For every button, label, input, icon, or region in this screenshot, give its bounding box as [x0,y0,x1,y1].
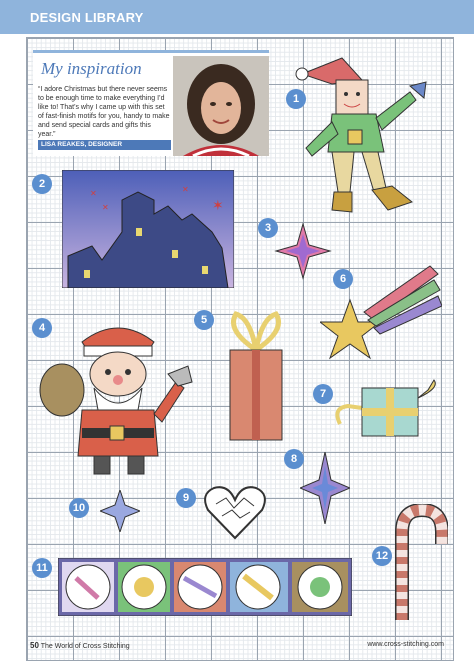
purple-star-motif [300,452,350,524]
svg-text:✕: ✕ [182,185,189,194]
bauble-border-motif [58,558,352,616]
motif-number-5: 5 [194,310,214,330]
svg-text:✶: ✶ [212,198,224,214]
motif-number-4: 4 [32,318,52,338]
santa-motif [38,318,198,478]
section-title: DESIGN LIBRARY [30,10,144,25]
motif-number-11: 11 [32,558,52,578]
castle-motif [62,170,234,288]
motif-number-3: 3 [258,218,278,238]
small-star-motif [100,490,140,532]
motif-number-7: 7 [313,384,333,404]
motif-number-6: 6 [333,269,353,289]
page-number: 50 [30,641,39,650]
designer-photo [173,56,269,156]
present-motif [334,378,444,438]
gift-motif [220,310,292,442]
website-url[interactable]: www.cross-stitching.com [367,641,444,648]
motif-number-9: 9 [176,488,196,508]
heart-motif [204,484,266,540]
inspiration-box [33,50,269,156]
designer-credit: LISA REAKES, DESIGNER [38,140,171,150]
motif-number-12: 12 [372,546,392,566]
candy-cane-motif [384,504,448,622]
elf-motif [292,52,432,227]
svg-text:✕: ✕ [102,203,109,212]
magazine-name: The World of Cross Stitching [40,643,130,650]
motif-number-8: 8 [284,449,304,469]
motif-number-1: 1 [286,89,306,109]
svg-text:✕: ✕ [90,189,97,198]
section-header [0,0,474,34]
motif-number-10: 10 [69,498,89,518]
inspiration-title: My inspiration [41,59,142,78]
page-footer [30,641,130,650]
motif-number-2: 2 [32,174,52,194]
inspiration-quote: “I adore Christmas but there never seems to be enough time to make everything I’d like to! That’s why I came up with this set of fast-finish motifs for you, handy to make and send special cards and gifts this year.” [38,86,170,138]
